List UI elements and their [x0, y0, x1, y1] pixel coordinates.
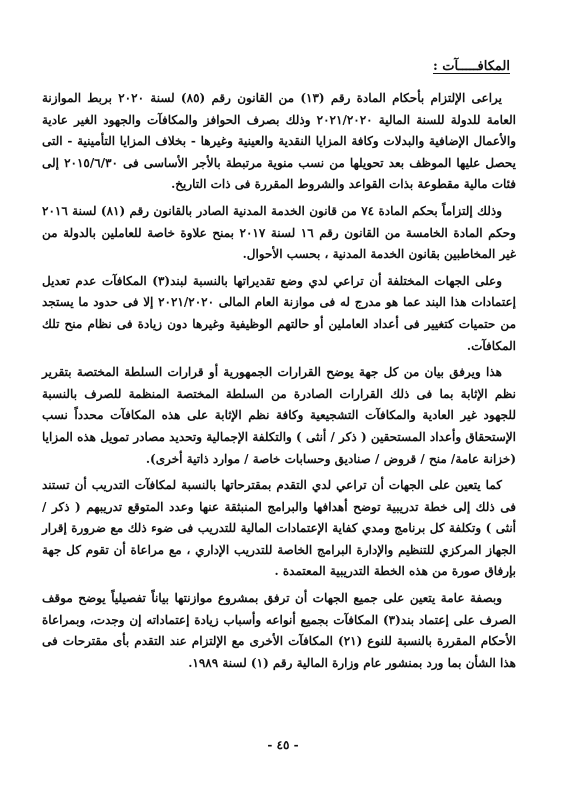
paragraph-1: يراعى الإلتزام بأحكام المادة رقم (١٣) من القانون رقم (٨٥) لسنة ٢٠٢٠ بربط الموازنة العامة للدولة للسنة المالية ٢٠٢١/٢٠٢٠ وذلك بصرف الحوافز والمكافآت والجهود الغير عادية والأعمال الإضافية والبدلات وكافة المزايا النقدية والعينية وغيرها - بخلاف المزايا التأمينية - التى يحصل عليها الموظف بعد تحويلها من نسب منوية مرتبطة بالأجر الأساسى فى ٢٠١٥/٦/٣٠ إلى فئات مالية مقطوعة بذات القواعد والشروط المقررة فى ذات التاريخ. [42, 91, 517, 192]
paragraph-3: وعلى الجهات المختلفة أن تراعي لدي وضع تقديراتها بالنسبة لبند(٣) المكافآت عدم تعديل إعتمادات هذا البند عما هو مدرج له فى موازنة العام المالى ٢٠٢١/٢٠٢٠ إلا فى حدود ما يستجد من حتميات كتغيير فى أعداد العاملين أو حالتهم الوظيفية وغيرها دون زيادة فى نظام منح تلك المكافآت. [42, 273, 516, 353]
paragraph-6: وبصفة عامة يتعين على جميع الجهات أن ترفق بمشروع موازنتها بياناً تفصيلياً يوضح موقف الصرف على إعتماد بند(٣) المكافآت بجميع أنواعه وأسباب زيادة إعتماداته إن وجدت، وبمراعاة الأحكام المقررة بالنسبة للنوع (٢١) المكافآت الأخرى مع الإلتزام عند التقدم بأى مقترحات فى هذا الشأن بما ورد بمنشور عام وزارة المالية رقم (١) لسنة ١٩٨٩. [42, 591, 517, 670]
paragraph-4: هذا ويرفق بيان من كل جهة يوضح القرارات الجمهورية أو قرارات السلطة المختصة بتقرير نظم الإثابة بما فى ذلك القرارات الصادرة من السلطة المختصة المنظمة للصرف بالنسبة للجهود غير العادية والمكافآت التشجيعية وكافة نظم الإثابة على هذه المكافآت محدداً نسب الإستحقاق وأعداد المستحقين ( ذكر / أنثى ) والتكلفة الإجمالية وتحديد مصادر تمويل هذه المزايا (خزانة عامة/ منح / قروض / صناديق وحسابات خاصة / موارد ذاتية أخرى). [42, 365, 516, 466]
page-number: - ٤٥ - [267, 738, 299, 752]
paragraph-5: كما يتعين على الجهات أن تراعي لدي التقدم بمقترحاتها بالنسبة لمكافآت التدريب أن تستند فى ذلك إلى خطة تدريبية توضح أهدافها والبرامج المنبثقة عنها وعدد المتوقع تدريبهم ( ذكر / أنثى ) وتكلفة كل برنامج ومدي كفاية الإعتمادات المالية للتدريب فى ضوء ذلك مع ضرورة إقرار الجهاز المركزي للتنظيم والإدارة البرامج الخاصة للتدريب الإداري ، مع مراعاة أن تقوم كل جهة بإرفاق صورة من هذه الخطة التدريبية المعتمدة . [42, 478, 516, 579]
section-heading: المكافـــــآت : [432, 59, 510, 74]
paragraph-2: وذلك إلتزاماً بحكم المادة ٧٤ من قانون الخدمة المدنية الصادر بالقانون رقم (٨١) لسنة ٢٠١٦ وحكم المادة الخامسة من القانون رقم ١٦ لسنة ٢٠١٧ بمنح علاوة خاصة للعاملين بالدولة من غير المخاطبين بقانون الخدمة المدنية ، بحسب الأحوال. [42, 203, 516, 262]
